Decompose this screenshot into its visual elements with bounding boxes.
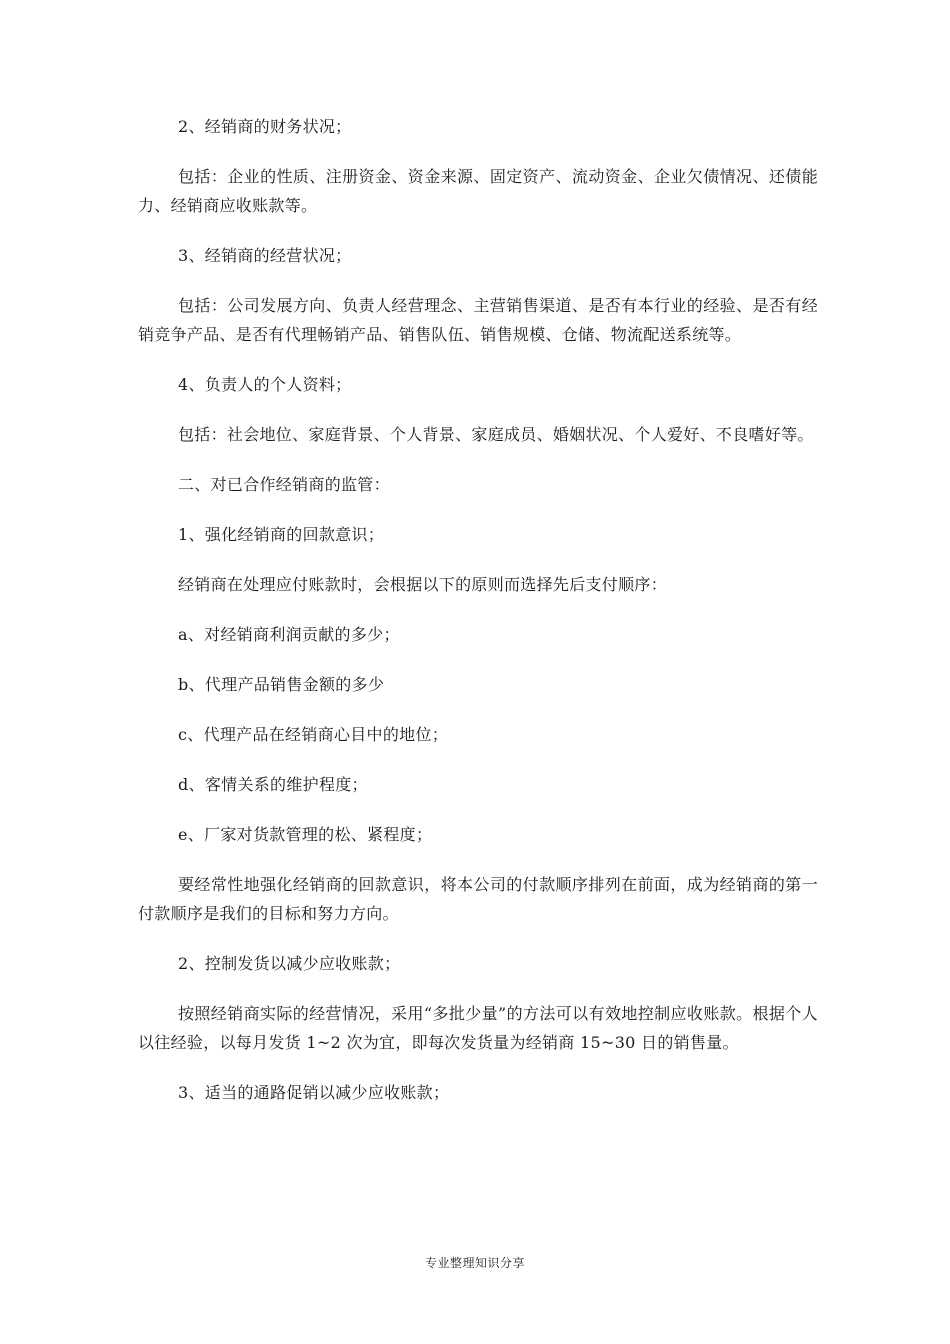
list-item-e: e、厂家对货款管理的松、紧程度； [178,825,433,844]
section-heading-financial: 2、经销商的财务状况； [178,117,352,136]
list-item-b: b、代理产品销售金额的多少 [178,675,385,694]
paragraph-payment-principles: 经销商在处理应付账款时，会根据以下的原则而选择先后支付顺序： [178,575,668,594]
paragraph-personal-details: 包括：社会地位、家庭背景、个人背景、家庭成员、婚姻状况、个人爱好、不良嗜好等。 [178,425,814,444]
section-heading-control-shipping: 2、控制发货以减少应收账款； [178,954,401,973]
paragraph-operations-details: 包括：公司发展方向、负责人经营理念、主营销售渠道、是否有本行业的经验、是否有经销竞争产品、是否有代理畅销产品、销售队伍、销售规模、仓储、物流配送系统等。 [138,296,818,344]
chapter-heading-supervision: 二、对已合作经销商的监管： [178,475,390,494]
section-heading-payment-awareness: 1、强化经销商的回款意识； [178,525,385,544]
paragraph-financial-details: 包括：企业的性质、注册资金、资金来源、固定资产、流动资金、企业欠债情况、还债能力、经销商应收账款等。 [138,167,818,215]
paragraph-payment-goal: 要经常性地强化经销商的回款意识，将本公司的付款顺序排列在前面，成为经销商的第一付款顺序是我们的目标和努力方向。 [138,875,818,923]
list-item-a: a、对经销商利润贡献的多少； [178,625,400,644]
list-item-d: d、客情关系的维护程度； [178,775,368,794]
section-heading-operations: 3、经销商的经营状况； [178,246,352,265]
list-item-c: c、代理产品在经销商心目中的地位； [178,725,449,744]
section-heading-personal: 4、负责人的个人资料； [178,375,352,394]
section-heading-channel-promotion: 3、适当的通路促销以减少应收账款； [178,1083,450,1102]
document-body [138,112,818,1128]
paragraph-shipping-details: 按照经销商实际的经营情况，采用“多批少量”的方法可以有效地控制应收账款。根据个人以往经验，以每月发货 1~2 次为宜，即每次发货量为经销商 15~30 日的销售量。 [138,1004,818,1052]
page-footer: 专业整理知识分享 [424,1256,525,1270]
